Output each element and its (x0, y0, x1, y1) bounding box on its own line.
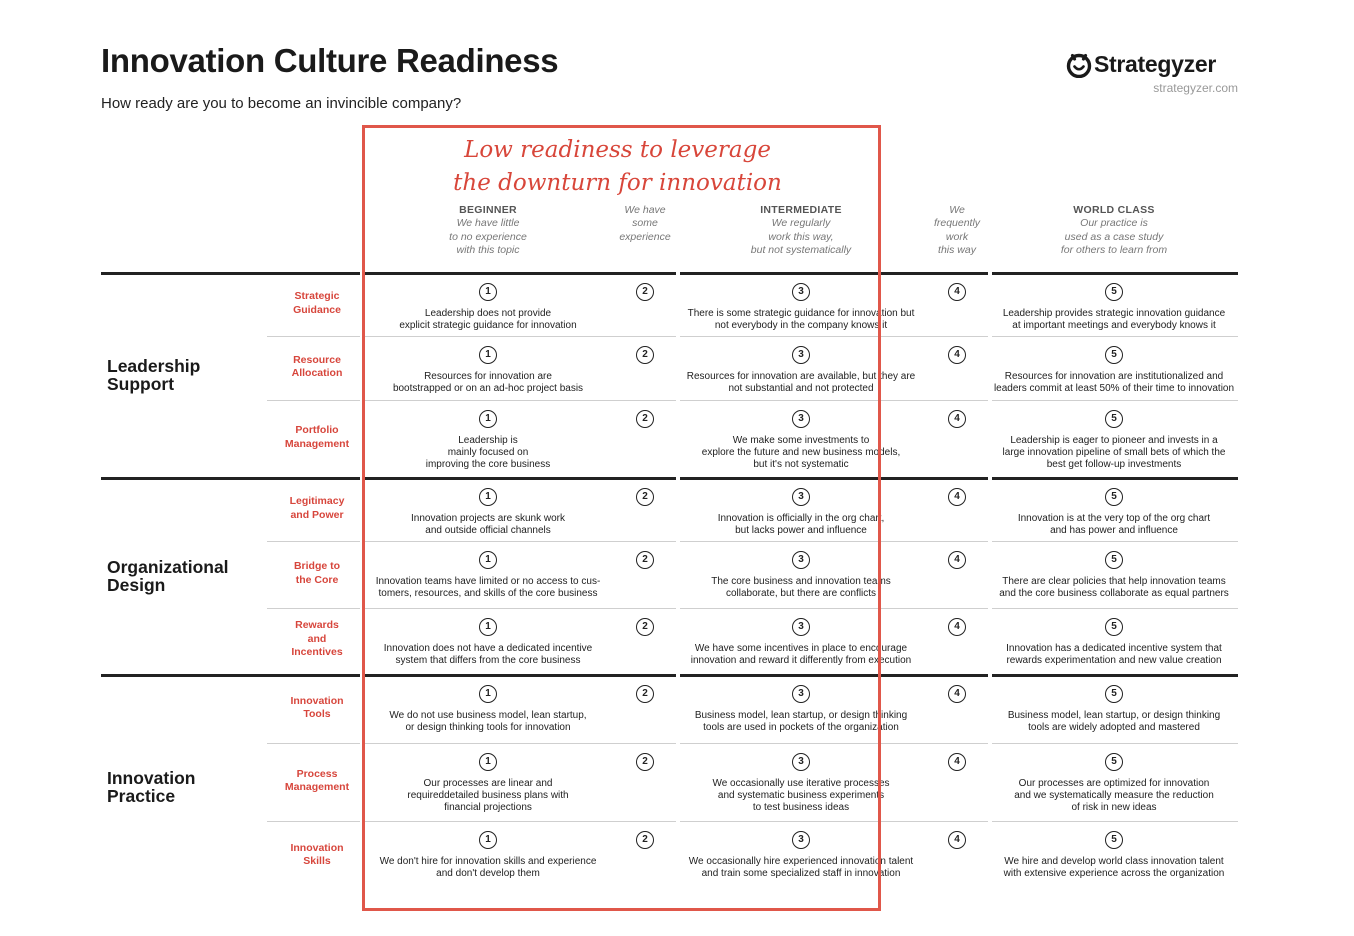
level-1-description: We don't hire for innovation skills and experience and don't develop them (379, 856, 597, 880)
level-3-description: The core business and innovation teams collaborate, but there are conflicts (711, 576, 891, 600)
level-header-4 (872, 204, 1042, 258)
handwritten-annotation: Low readiness to leverage the downturn for innovation (453, 137, 782, 196)
score-4-circle: 4 (948, 346, 966, 364)
score-4-circle: 4 (948, 551, 966, 569)
score-4-circle: 4 (948, 831, 966, 849)
score-1-circle: 1 (479, 618, 497, 636)
score-1-circle: 1 (479, 410, 497, 428)
dimension-label: Innovation Skills (290, 841, 344, 867)
level-5-description: Innovation is at the very top of the org chart and has power and influence (1017, 513, 1211, 537)
score-3-circle: 3 (792, 685, 810, 703)
level-1-description: Our processes are linear and requireddetailed business plans with financial projections (407, 778, 569, 814)
level-description: We regularly work this way, but not systematically (750, 217, 852, 257)
score-5-circle: 5 (1105, 685, 1123, 703)
score-3-circle: 3 (792, 346, 810, 364)
score-3-circle: 3 (792, 753, 810, 771)
group-label: Leadership Support (107, 356, 201, 394)
score-2-circle: 2 (636, 551, 654, 569)
dimension-label: Legitimacy and Power (289, 495, 345, 521)
brand-url: strategyzer.com (1153, 81, 1238, 95)
score-3-circle: 3 (792, 551, 810, 569)
group-label: Organizational Design (107, 557, 229, 595)
score-2-circle: 2 (636, 618, 654, 636)
dimension-label: Bridge to the Core (293, 560, 341, 586)
score-4-circle: 4 (948, 283, 966, 301)
score-1-circle: 1 (479, 346, 497, 364)
level-1-description: Leadership does not provide explicit strategic guidance for innovation (399, 308, 577, 332)
level-3-description: We occasionally hire experienced innovation talent and train some specialized staff in innovation (688, 856, 914, 880)
score-5-circle: 5 (1105, 551, 1123, 569)
level-1-description: Resources for innovation are bootstrapped or on an ad-hoc project basis (392, 371, 584, 395)
score-1-circle: 1 (479, 685, 497, 703)
score-4-circle: 4 (948, 488, 966, 506)
level-3-description: Resources for innovation are available, but they are not substantial and not protected (686, 371, 916, 395)
level-5-description: We hire and develop world class innovation talent with extensive experience across the organization (1003, 856, 1225, 880)
score-4-circle: 4 (948, 753, 966, 771)
score-1-circle: 1 (479, 753, 497, 771)
level-1-description: Innovation teams have limited or no access to cus- tomers, resources, and skills of the core business (375, 576, 601, 600)
level-description: We have little to no experience with this topic (449, 217, 527, 257)
score-3-circle: 3 (792, 410, 810, 428)
dimension-label: Resource Allocation (291, 353, 343, 379)
score-5-circle: 5 (1105, 410, 1123, 428)
score-5-circle: 5 (1105, 346, 1123, 364)
level-name: INTERMEDIATE (760, 204, 842, 216)
level-3-description: Business model, lean startup, or design thinking tools are used in pockets of the organization (694, 710, 908, 734)
level-description: We frequently work this way (933, 204, 981, 257)
brand-name: Strategyzer (1094, 51, 1216, 77)
level-1-description: Innovation does not have a dedicated incentive system that differs from the core business (383, 643, 593, 667)
score-4-circle: 4 (948, 618, 966, 636)
score-5-circle: 5 (1105, 831, 1123, 849)
score-4-circle: 4 (948, 410, 966, 428)
level-3-description: We have some incentives in place to encourage innovation and reward it differently from execution (690, 643, 912, 667)
score-5-circle: 5 (1105, 618, 1123, 636)
score-2-circle: 2 (636, 753, 654, 771)
level-5-description: Business model, lean startup, or design thinking tools are widely adopted and mastered (1007, 710, 1221, 734)
level-3-description: Innovation is officially in the org chart, but lacks power and influence (717, 513, 885, 537)
level-name: BEGINNER (459, 204, 517, 216)
page-subtitle: How ready are you to become an invincible company? (101, 95, 462, 112)
level-1-description: Innovation projects are skunk work and outside official channels (411, 513, 565, 537)
score-2-circle: 2 (636, 410, 654, 428)
level-5-description: There are clear policies that help innovation teams and the core business collaborate as equal partners (999, 576, 1229, 600)
level-3-description: We make some investments to explore the future and new business models, but it's not systematic (701, 435, 901, 471)
score-2-circle: 2 (636, 831, 654, 849)
annotation-highlight-box (362, 125, 881, 911)
level-header-5 (1029, 204, 1199, 258)
score-3-circle: 3 (792, 283, 810, 301)
score-5-circle: 5 (1105, 488, 1123, 506)
score-2-circle: 2 (636, 283, 654, 301)
score-1-circle: 1 (479, 283, 497, 301)
score-1-circle: 1 (479, 488, 497, 506)
level-5-description: Resources for innovation are institutionalized and leaders commit at least 50% of their time to innovation (993, 371, 1235, 395)
dimension-label: Rewards and Incentives (291, 619, 343, 659)
score-2-circle: 2 (636, 346, 654, 364)
column-gap (988, 272, 992, 900)
level-description: We have some experience (619, 204, 671, 243)
score-5-circle: 5 (1105, 283, 1123, 301)
level-3-description: We occasionally use iterative processes and systematic business experiments to test business ideas (712, 778, 890, 814)
score-1-circle: 1 (479, 831, 497, 849)
level-5-description: Leadership provides strategic innovation guidance at important meetings and everybody knows it (1002, 308, 1226, 332)
score-2-circle: 2 (636, 488, 654, 506)
brand-logo (1066, 51, 1216, 78)
page-title: Innovation Culture Readiness (101, 42, 559, 79)
strategyzer-logo-icon (1066, 52, 1092, 78)
score-5-circle: 5 (1105, 753, 1123, 771)
score-3-circle: 3 (792, 618, 810, 636)
level-1-description: We do not use business model, lean startup, or design thinking tools for innovation (389, 710, 587, 734)
level-name: WORLD CLASS (1073, 204, 1155, 216)
dimension-label: Process Management (284, 767, 350, 793)
dimension-label: Portfolio Management (284, 424, 350, 450)
score-3-circle: 3 (792, 831, 810, 849)
score-1-circle: 1 (479, 551, 497, 569)
score-3-circle: 3 (792, 488, 810, 506)
dimension-label: Innovation Tools (290, 694, 344, 720)
level-5-description: Our processes are optimized for innovation and we systematically measure the reduction of risk in new ideas (1014, 778, 1214, 814)
score-4-circle: 4 (948, 685, 966, 703)
score-2-circle: 2 (636, 685, 654, 703)
level-description: Our practice is used as a case study for others to learn from (1060, 217, 1168, 257)
level-1-description: Leadership is mainly focused on improving the core business (425, 435, 551, 471)
level-3-description: There is some strategic guidance for innovation but not everybody in the company knows it (687, 308, 915, 332)
level-5-description: Leadership is eager to pioneer and invests in a large innovation pipeline of small bets of which the best get follow-up investments (1002, 435, 1226, 471)
group-label: Innovation Practice (107, 768, 196, 806)
dimension-label: Strategic Guidance (293, 290, 341, 316)
level-5-description: Innovation has a dedicated incentive system that rewards experimentation and new value creation (1006, 643, 1222, 667)
